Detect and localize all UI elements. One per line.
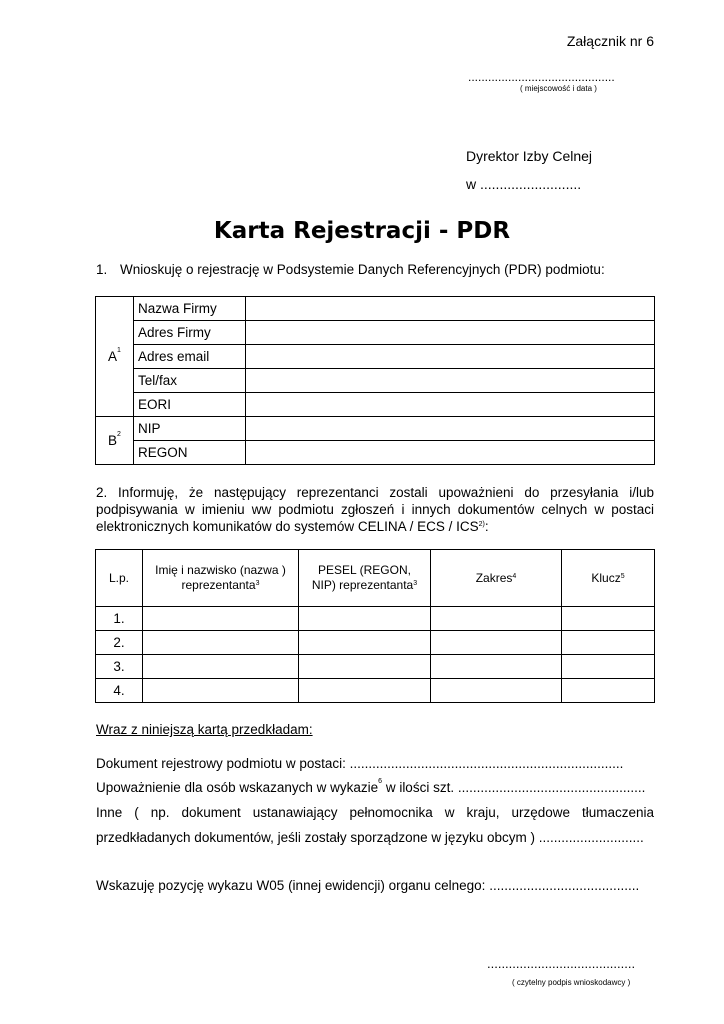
- header-name-footnote: 3: [255, 580, 260, 587]
- row-label: REGON: [134, 441, 246, 465]
- table-row: [96, 607, 655, 631]
- section2-text: [96, 484, 654, 535]
- header-klucz-text: Klucz: [591, 570, 621, 585]
- table-row: [96, 631, 655, 655]
- page-title: Karta Rejestracji - PDR: [213, 218, 511, 244]
- header-lp: L.p.: [96, 550, 143, 607]
- company-address-field[interactable]: [246, 321, 655, 345]
- eori-field[interactable]: [246, 393, 655, 417]
- section2-colon: :: [484, 519, 489, 534]
- group-a-label: A: [108, 349, 118, 364]
- group-b-footnote: 2: [117, 431, 121, 438]
- registration-document-line: Dokument rejestrowy podmiotu w postaci: .........................................................................: [96, 756, 624, 771]
- other-documents-line-2: przedkładanych dokumentów, jeśli zostały sporządzone w języku obcym ) ............................: [96, 830, 644, 845]
- other-documents-line-1: Inne ( np. dokument ustanawiający pełnomocnika w kraju, urzędowe tłumaczenia: [96, 805, 654, 820]
- company-name-field[interactable]: [246, 297, 655, 321]
- pesel-cell[interactable]: [299, 655, 431, 679]
- klucz-cell[interactable]: [562, 679, 655, 703]
- header-zakres: [431, 550, 562, 607]
- entity-table: [95, 296, 655, 465]
- name-cell[interactable]: [143, 631, 299, 655]
- header-pesel-text: PESEL (REGON, NIP) reprezentanta: [311, 563, 414, 592]
- email-field[interactable]: [246, 345, 655, 369]
- zakres-cell[interactable]: [431, 655, 562, 679]
- row-number: 4.: [96, 679, 143, 703]
- place-date-field: ............................................: [468, 70, 615, 84]
- zakres-cell[interactable]: [431, 679, 562, 703]
- header-klucz: [562, 550, 655, 607]
- row-label: Tel/fax: [134, 369, 246, 393]
- klucz-cell[interactable]: [562, 607, 655, 631]
- group-b-label: B: [108, 433, 118, 448]
- signature-field: .........................................: [487, 956, 636, 971]
- header-klucz-footnote: 5: [620, 572, 625, 580]
- group-b-cell: [96, 417, 134, 465]
- klucz-cell[interactable]: [562, 631, 655, 655]
- pesel-cell[interactable]: [299, 607, 431, 631]
- row-number: 2.: [96, 631, 143, 655]
- table-row: [96, 655, 655, 679]
- header-pesel-footnote: 3: [413, 580, 418, 587]
- place-date-label: ( miejscowość i data ): [520, 84, 597, 93]
- section1-text: Wnioskuję o rejestrację w Podsystemie Danych Referencyjnych (PDR) podmiotu:: [120, 262, 605, 277]
- recipient-title: Dyrektor Izby Celnej: [466, 148, 593, 164]
- header-pesel: [299, 550, 431, 607]
- section2-footnote: 2): [478, 521, 485, 528]
- row-label: Adres Firmy: [134, 321, 246, 345]
- name-cell[interactable]: [143, 679, 299, 703]
- header-name-text: Imię i nazwisko (nazwa ) reprezentanta: [155, 563, 286, 592]
- header-zakres-footnote: 4: [512, 572, 517, 580]
- row-label: Adres email: [134, 345, 246, 369]
- pesel-cell[interactable]: [299, 631, 431, 655]
- authorization-line: [96, 780, 654, 795]
- section2-body: 2. Informuję, że następujący reprezentanci zostali upoważnieni do przesyłania i/lub podpisywania w imieniu ww podmiotu zgłoszeń i innych dokumentów celnych w postaci elektronicznych komunikatów do systemów CELINA / ECS / ICS: [96, 485, 654, 534]
- row-number: 1.: [96, 607, 143, 631]
- klucz-cell[interactable]: [562, 655, 655, 679]
- row-number: 3.: [96, 655, 143, 679]
- header-zakres-text: Zakres: [475, 570, 513, 585]
- row-label: Nazwa Firmy: [134, 297, 246, 321]
- section1-number: 1.: [96, 262, 108, 277]
- regon-field[interactable]: [246, 441, 655, 465]
- zakres-cell[interactable]: [431, 607, 562, 631]
- signature-label: ( czytelny podpis wnioskodawcy ): [512, 978, 631, 987]
- group-a-footnote: 1: [117, 347, 121, 354]
- zakres-cell[interactable]: [431, 631, 562, 655]
- authorization-footnote: 6: [378, 778, 383, 785]
- name-cell[interactable]: [143, 607, 299, 631]
- section1-intro: [96, 262, 605, 277]
- representatives-table: [95, 549, 655, 703]
- w05-line: Wskazuję pozycję wykazu W05 (innej ewidencji) organu celnego: ........................................: [96, 878, 640, 893]
- attachments-heading: Wraz z niniejszą kartą przedkładam:: [96, 722, 313, 737]
- group-a-cell: [96, 297, 134, 417]
- phone-fax-field[interactable]: [246, 369, 655, 393]
- pesel-cell[interactable]: [299, 679, 431, 703]
- header-name: [143, 550, 299, 607]
- authorization-count: w ilości szt. ..................................................: [382, 780, 646, 795]
- table-row: [96, 679, 655, 703]
- nip-field[interactable]: [246, 417, 655, 441]
- authorization-text: Upoważnienie dla osób wskazanych w wykazie: [96, 780, 379, 795]
- recipient-location: w ..........................: [466, 176, 582, 192]
- attachment-number: Załącznik nr 6: [566, 33, 654, 49]
- row-label: EORI: [134, 393, 246, 417]
- row-label: NIP: [134, 417, 246, 441]
- name-cell[interactable]: [143, 655, 299, 679]
